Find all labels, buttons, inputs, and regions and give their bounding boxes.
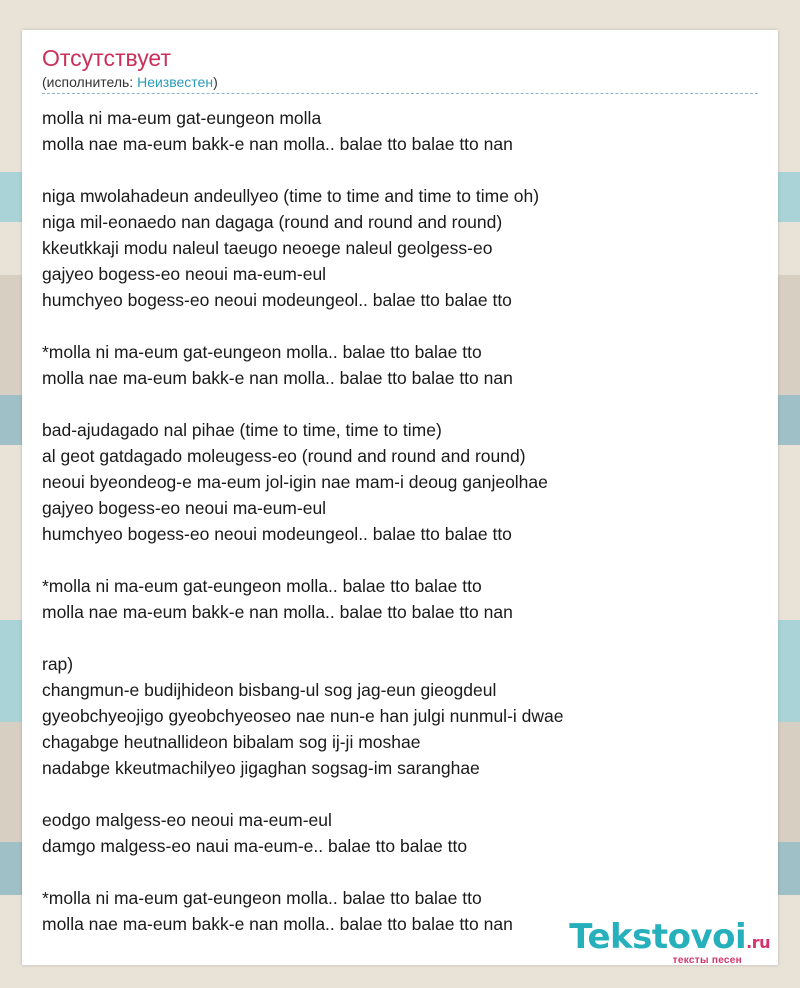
- song-title: Отсутствует: [42, 45, 171, 71]
- lyric-line: humchyeo bogess-eo neoui modeungeol.. balae tto balae tto: [42, 290, 512, 310]
- site-logo[interactable]: [569, 919, 770, 966]
- lyric-line: niga mwolahadeun andeullyeo (time to time and time to time oh): [42, 186, 540, 206]
- lyric-line: molla ni ma-eum gat-eungeon molla: [42, 108, 322, 128]
- lyric-line: bad-ajudagado nal pihae (time to time, time to time): [42, 420, 442, 440]
- lyric-line: molla nae ma-eum bakk-e nan molla.. balae tto balae tto nan: [42, 602, 513, 622]
- logo-wordmark: Tekstovoi: [569, 917, 747, 957]
- lyric-line: gyeobchyeojigo gyeobchyeoseo nae nun-e han julgi nunmul-i dwae: [42, 706, 564, 726]
- lyric-line: molla nae ma-eum bakk-e nan molla.. balae tto balae tto nan: [42, 914, 513, 934]
- lyric-line: chagabge heutnallideon bibalam sog ij-ji moshae: [42, 732, 421, 752]
- lyric-line: *molla ni ma-eum gat-eungeon molla.. balae tto balae tto: [42, 576, 482, 596]
- lyric-line: al geot gatdagado moleugess-eo (round and round and round): [42, 446, 526, 466]
- artist-link[interactable]: Неизвестен: [137, 74, 214, 90]
- lyric-line: gajyeo bogess-eo neoui ma-eum-eul: [42, 498, 327, 518]
- stanza-gap: [42, 859, 758, 885]
- lyric-line: rap): [42, 654, 74, 674]
- stanza-gap: [42, 313, 758, 339]
- lyric-line: damgo malgess-eo naui ma-eum-e.. balae tto balae tto: [42, 836, 468, 856]
- lyric-line: humchyeo bogess-eo neoui modeungeol.. balae tto balae tto: [42, 524, 512, 544]
- title-divider: [42, 93, 758, 94]
- lyrics-card: [22, 30, 778, 965]
- stanza-gap: [42, 547, 758, 573]
- lyric-line: neoui byeondeog-e ma-eum jol-igin nae mam-i deoug ganjeolhae: [42, 472, 548, 492]
- artist-line: [42, 73, 218, 91]
- lyric-line: niga mil-eonaedo nan dagaga (round and round and round): [42, 212, 503, 232]
- lyric-line: nadabge kkeutmachilyeo jigaghan sogsag-im saranghae: [42, 758, 480, 778]
- artist-prefix: (исполнитель:: [42, 74, 138, 90]
- lyric-line: *molla ni ma-eum gat-eungeon molla.. balae tto balae tto: [42, 342, 482, 362]
- lyric-line: gajyeo bogess-eo neoui ma-eum-eul: [42, 264, 327, 284]
- stanza-gap: [42, 157, 758, 183]
- lyric-line: kkeutkkaji modu naleul taeugo neoege naleul geolgess-eo: [42, 238, 493, 258]
- stanza-gap: [42, 625, 758, 651]
- stanza-gap: [42, 781, 758, 807]
- lyrics-text: [42, 105, 758, 937]
- lyric-line: molla nae ma-eum bakk-e nan molla.. balae tto balae tto nan: [42, 134, 513, 154]
- artist-suffix: ): [213, 74, 218, 90]
- lyric-line: molla nae ma-eum bakk-e nan molla.. balae tto balae tto nan: [42, 368, 513, 388]
- lyric-line: changmun-e budijhideon bisbang-ul sog jag-eun gieogdeul: [42, 680, 497, 700]
- logo-tld: .ru: [746, 933, 770, 952]
- stanza-gap: [42, 391, 758, 417]
- logo-tagline: тексты песен: [672, 955, 742, 966]
- lyric-line: eodgo malgess-eo neoui ma-eum-eul: [42, 810, 332, 830]
- lyric-line: *molla ni ma-eum gat-eungeon molla.. balae tto balae tto: [42, 888, 482, 908]
